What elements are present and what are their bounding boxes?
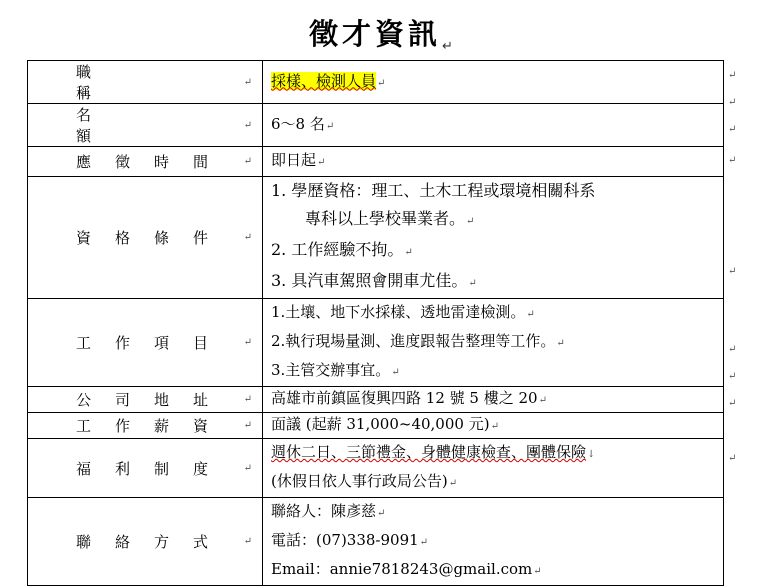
table-row [28, 61, 724, 104]
paragraph-mark-icon: ↵ [243, 536, 252, 547]
benefit-line: (休假日依人事行政局公告) [271, 472, 448, 490]
table-row [28, 387, 724, 413]
address-value: 高雄市前鎮區復興四路 12 號 5 樓之 20 [271, 389, 538, 407]
table-row [28, 498, 724, 586]
row-value-cell [263, 61, 724, 104]
row-end-mark-icon: ↵ [728, 97, 737, 108]
row-value-cell [263, 147, 724, 177]
table-row [28, 147, 724, 177]
paragraph-mark-icon: ↵ [377, 77, 386, 89]
paragraph-mark-icon: ↵ [243, 156, 252, 167]
job-item-line: 1.土壤、地下水採樣、透地雷達檢測。 [271, 303, 526, 321]
table-row [28, 177, 724, 299]
row-label: 工作薪資 [76, 417, 233, 435]
row-value-cell [263, 104, 724, 147]
row-end-mark-icon: ↵ [728, 70, 737, 81]
row-end-mark-icon: ↵ [728, 155, 737, 166]
row-label-cell [28, 413, 263, 439]
paragraph-mark-icon: ↵ [490, 421, 499, 432]
contact-email-link[interactable]: Email：annie7818243@gmail.com [271, 560, 533, 578]
paragraph-mark-icon: ↵ [466, 216, 475, 227]
row-value-cell [263, 413, 724, 439]
row-label-cell [28, 104, 263, 147]
paragraph-mark-icon: ↵ [533, 566, 542, 577]
paragraph-mark-icon: ↵ [526, 309, 535, 320]
paragraph-mark-icon: ↵ [419, 537, 429, 548]
paragraph-mark-icon: ↵ [377, 508, 386, 519]
paragraph-mark-icon: ↵ [556, 338, 565, 349]
row-value-cell [263, 177, 724, 299]
row-label-cell [28, 147, 263, 177]
paragraph-mark-icon: ↵ [538, 395, 547, 406]
job-info-table [27, 60, 724, 586]
paragraph-mark-icon: ↵ [317, 157, 326, 168]
row-end-mark-icon: ↵ [728, 266, 737, 277]
qualification-line: 1. 學歷資格：理工、土木工程或環境相關科系 [271, 181, 596, 200]
headcount-value: 6～8 名 [271, 114, 325, 133]
row-label: 應徵時間 [76, 153, 233, 171]
paragraph-mark-icon: ↵ [243, 119, 252, 131]
row-label-cell [28, 299, 263, 387]
table-row [28, 439, 724, 498]
row-value-cell [263, 299, 724, 387]
row-value-cell [263, 498, 724, 586]
qualification-line: 3. 具汽車駕照會開車尤佳。 [271, 271, 468, 290]
job-title-value: 採樣、檢測人員 [271, 71, 377, 90]
page-title [0, 12, 762, 54]
row-label: 聯絡方式 [76, 533, 233, 551]
paragraph-mark-icon: ↵ [448, 478, 458, 489]
row-label-cell [28, 177, 263, 299]
row-label-cell [28, 498, 263, 586]
row-end-mark-icon: ↵ [728, 453, 737, 464]
paragraph-mark-icon: ↵ [243, 394, 252, 405]
row-value-cell [263, 439, 724, 498]
row-label: 工作項目 [76, 334, 233, 352]
paragraph-mark-icon: ↵ [243, 420, 252, 431]
paragraph-mark-icon: ↵ [243, 76, 252, 88]
contact-line: 聯絡人：陳彥慈 [271, 502, 377, 520]
title-text: 徵才資訊 [309, 17, 442, 51]
table-row [28, 413, 724, 439]
job-item-line: 3.主管交辦事宜。 [271, 361, 391, 379]
apply-time-value: 即日起 [271, 151, 317, 169]
row-end-mark-icon: ↵ [728, 398, 737, 409]
paragraph-mark-icon: ↵ [468, 278, 477, 289]
row-end-mark-icon: ↵ [728, 371, 737, 382]
row-label: 名額 [76, 106, 187, 145]
qualification-line: 2. 工作經驗不拘。 [271, 240, 404, 259]
paragraph-mark-icon: ↵ [391, 367, 400, 378]
paragraph-mark-icon: ↵ [404, 247, 413, 258]
paragraph-mark-icon: ↵ [325, 120, 335, 132]
row-label: 資格條件 [76, 229, 233, 247]
salary-value: 面議 (起薪 31,000~40,000 元) [271, 415, 490, 433]
paragraph-mark-icon: ↵ [442, 39, 453, 54]
contact-line: 電話：(07)338-9091 [271, 531, 419, 549]
qualification-line: 專科以上學校畢業者。 [305, 209, 466, 228]
row-label-cell [28, 439, 263, 498]
job-item-line: 2.執行現場量測、進度跟報告整理等工作。 [271, 332, 556, 350]
row-label: 公司地址 [76, 391, 233, 409]
paragraph-mark-icon: ↵ [243, 232, 252, 243]
table-row [28, 104, 724, 147]
row-end-mark-icon: ↵ [728, 124, 737, 135]
benefit-line: 週休二日、三節禮金、身體健康檢查、團體保險 [271, 443, 587, 461]
paragraph-mark-icon: ↵ [243, 337, 252, 348]
row-end-mark-icon: ↵ [728, 344, 737, 355]
row-label: 福利制度 [76, 459, 233, 478]
row-label-cell [28, 387, 263, 413]
line-break-icon: ↓ [587, 449, 596, 460]
row-label: 職稱 [76, 63, 187, 102]
row-label-cell [28, 61, 263, 104]
table-row [28, 299, 724, 387]
row-value-cell [263, 387, 724, 413]
paragraph-mark-icon: ↵ [243, 462, 252, 474]
